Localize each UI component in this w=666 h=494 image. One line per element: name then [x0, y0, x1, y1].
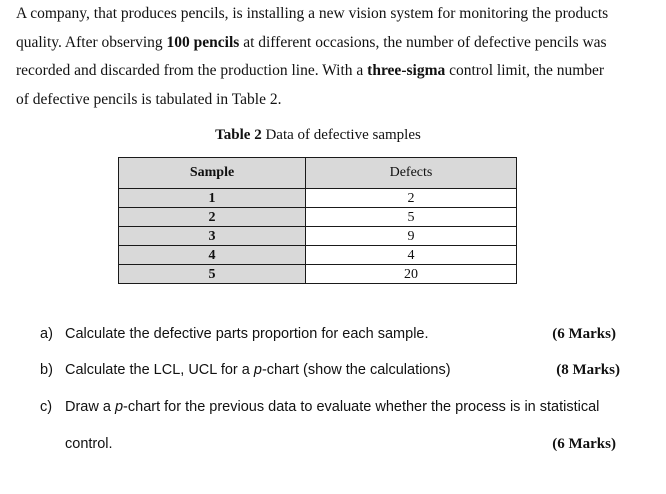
defects-cell: 5: [306, 208, 517, 227]
question-text: Calculate the defective parts proportion for each sample.: [65, 326, 429, 342]
question-letter: b): [40, 362, 53, 378]
control-limit-emphasis: three-sigma: [367, 62, 446, 80]
table-row: [119, 265, 517, 284]
header-sample: Sample: [119, 158, 306, 189]
table-row: [119, 208, 517, 227]
intro-line-2-end: at different occasions, the number of defective pencils was: [239, 33, 607, 51]
sample-size-emphasis: 100 pencils: [166, 33, 240, 51]
question-text: Draw a p-chart for the previous data to evaluate whether the process is in statistical: [65, 399, 600, 415]
sample-cell: 3: [119, 227, 306, 246]
table-caption: [120, 127, 516, 144]
defects-cell: 9: [306, 227, 517, 246]
question-marks: (6 Marks): [552, 436, 616, 452]
question-marks: (8 Marks): [556, 362, 620, 378]
defects-cell: 20: [306, 265, 517, 284]
intro-line-4: of defective pencils is tabulated in Table 2.: [16, 90, 282, 108]
problem-statement: [16, 0, 656, 114]
table-caption-text: Data of defective samples: [261, 127, 421, 143]
intro-line-1: A company, that produces pencils, is installing a new vision system for monitoring the products: [16, 5, 609, 22]
table-header-row: [119, 158, 517, 189]
intro-line-2: [16, 29, 656, 58]
intro-line-2-start: quality. After observing: [16, 33, 167, 51]
table-caption-number: Table 2: [215, 127, 262, 143]
p-variable: p: [114, 399, 124, 415]
question-text-continued: control.: [65, 436, 113, 452]
header-defects: Defects: [306, 158, 517, 189]
question-marks: (6 Marks): [552, 326, 616, 342]
intro-line-3: [16, 57, 656, 86]
p-variable: p: [253, 362, 262, 378]
question-letter: c): [40, 399, 53, 415]
table-row: [119, 246, 517, 265]
sample-cell: 5: [119, 265, 306, 284]
defects-cell: 4: [306, 246, 517, 265]
question-text: Calculate the LCL, UCL for a p-chart (show the calculations): [65, 362, 451, 378]
sample-cell: 1: [119, 189, 306, 208]
defects-cell: 2: [306, 189, 517, 208]
table-row: [119, 189, 517, 208]
table-row: [119, 227, 517, 246]
sample-cell: 2: [119, 208, 306, 227]
question-letter: a): [40, 326, 53, 342]
sample-cell: 4: [119, 246, 306, 265]
intro-line-3-end: control limit, the number: [445, 62, 605, 80]
defective-samples-table: [118, 157, 517, 284]
intro-line-3-start: recorded and discarded from the production line. With a: [16, 62, 368, 80]
